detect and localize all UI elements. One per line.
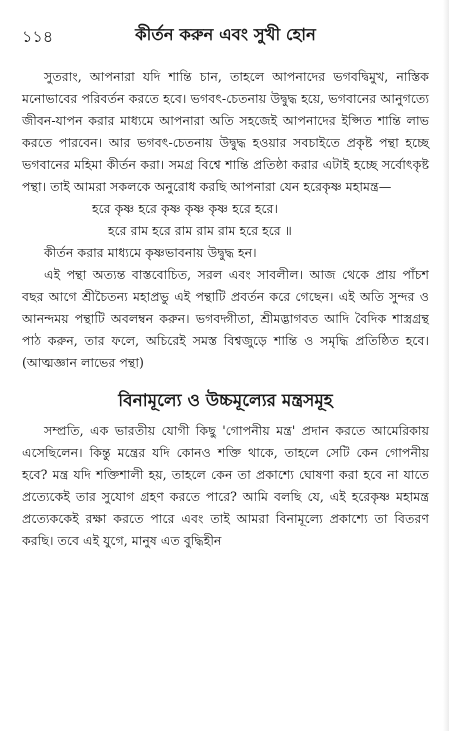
- mantra-line: হরে কৃষ্ণ হরে কৃষ্ণ কৃষ্ণ কৃষ্ণ হরে হরে।: [92, 201, 278, 216]
- page-number: ১১৪: [22, 27, 54, 46]
- page-edge-shadow: [443, 0, 449, 731]
- paragraph: কীর্তন করার মাধ্যমে কৃষ্ণভাবনায় উদ্বুদ্ধ হন।: [44, 245, 257, 260]
- paragraph: সম্প্রতি, এক ভারতীয় যোগী কিছু 'গোপনীয় মন্ত্র' প্রদান করতে আমেরিকায় এসেছিলেন। কিন্তু মন্ত্রের যদি কোনও শক্তি থাকে, তাহলে সেটি কেন গোপনীয় হবে? মন্ত্র যদি শক্তিশালী হয়, তাহলে কেন তা প্রকাশ্যে ঘোষণা করা হবে না যাতে প্রত্যেকেই তার সুযোগ গ্রহণ করতে পারে? আমি বলছি যে, এই হরেকৃষ্ণ মহামন্ত্র প্রত্যেককেই রক্ষা করতে পারে এবং তাই আমরা বিনামূল্যে প্রকাশ্যে তা বিতরণ করছি। তবে এই যুগে, মানুষ এত বুদ্ধিহীন: [22, 423, 429, 548]
- running-header: [22, 22, 429, 48]
- mantra-line: হরে রাম হরে রাম রাম রাম হরে হরে ॥: [108, 223, 292, 238]
- section-heading: বিনামূল্যে ও উচ্চমূল্যের মন্ত্রসমূহ: [118, 391, 333, 411]
- running-title: কীর্তন করুন এবং সুখী হোন: [135, 25, 316, 44]
- section-body: [22, 66, 429, 552]
- paragraph: সুতরাং, আপনারা যদি শান্তি চান, তাহলে আপনাদের ভগবদ্বিমুখ, নাস্তিক মনোভাবের পরিবর্তন করতে হবে। ভগবৎ-চেতনায় উদ্বুদ্ধ হয়ে, ভগবানের আনুগত্যে জীবন-যাপন করার মাধ্যমে আপনারা অতি সহজেই আপনাদের ইপ্সিত শান্তি লাভ করতে পারবেন। আর ভগবৎ-চেতনায় উদ্বুদ্ধ হওয়ার সবচাইতে প্রকৃষ্ট পন্থা হচ্ছে ভগবানের মহিমা কীর্তন করা। সমগ্র বিশ্বে শান্তি প্রতিষ্ঠা করার এটাই হচ্ছে সর্বোৎকৃষ্ট পন্থা। তাই আমরা সকলকে অনুরোধ করছি আপনারা যেন হরেকৃষ্ণ মহামন্ত্র—: [22, 69, 429, 194]
- paragraph: এই পন্থা অত্যন্ত বাস্তবোচিত, সরল এবং সাবলীল। আজ থেকে প্রায় পাঁচশ বছর আগে শ্রীচৈতন্য মহাপ্রভু এই পন্থাটি প্রবর্তন করে গেছেন। এই অতি সুন্দর ও আনন্দময় পন্থাটি অবলম্বন করুন। ভগবদ্গীতা, শ্রীমদ্ভাগবত আদি বৈদিক শাস্ত্রগ্রন্থ পাঠ করুন, তার ফলে, অচিরেই সমস্ত বিশ্বজুড়ে শান্তি ও সমৃদ্ধি প্রতিষ্ঠিত হবে। (আত্মজ্ঞান লাভের পন্থা): [22, 267, 429, 370]
